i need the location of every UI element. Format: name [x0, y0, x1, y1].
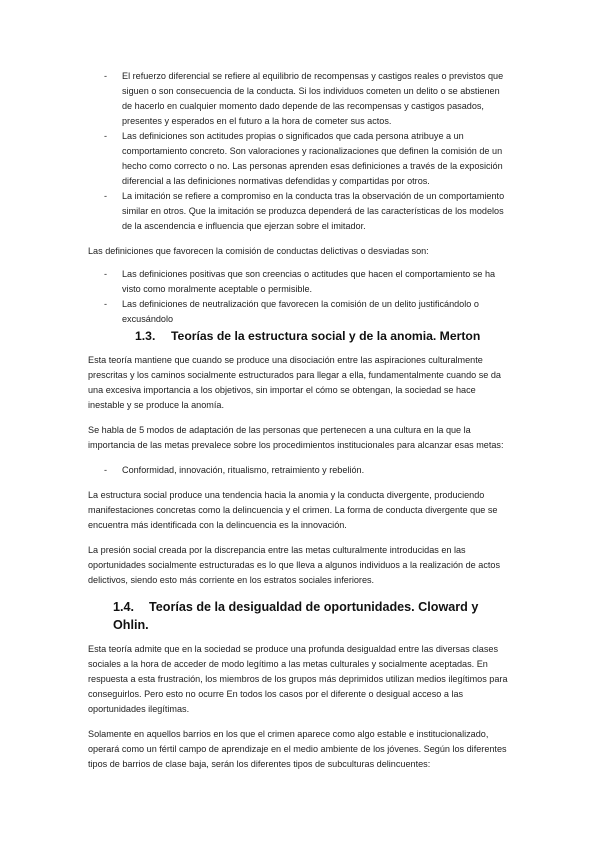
paragraph: Esta teoría admite que en la sociedad se produce una profunda desigualdad entre las diversas clases sociales a la hora de acceder de modo legítimo a las metas culturales y socialmente aceptadas. En respuesta a esta frustración, los miembros de los grupos más deprimidos utilizan medios ilegítimos para conseguirlos. Pero esto no ocurre En todos los casos por el diferente o desigual acceso a las oportunidades ilegítimas. [88, 644, 508, 714]
list-item [88, 297, 512, 327]
paragraph: La presión social creada por la discrepancia entre las metas culturalmente introducidas en las oportunidades socialmente estructuradas es lo que lleva a algunos individuos a la realización de actos delictivos, siendo esto más corriente en los estratos sociales inferiores. [88, 545, 500, 585]
section-number: 1.3. [135, 329, 156, 343]
list-item [88, 69, 512, 129]
bullet-text: Las definiciones de neutralización que favorecen la comisión de un delito justificándolo o excusándolo [122, 299, 479, 324]
bullet-marker: - [104, 131, 108, 141]
paragraph: Las definiciones que favorecen la comisión de conductas delictivas o desviadas son: [88, 246, 429, 256]
list-item [88, 463, 512, 478]
list-item [88, 129, 512, 189]
section-number: 1.4. [113, 600, 135, 614]
paragraph: La estructura social produce una tendencia hacia la anomia y la conducta divergente, produciendo manifestaciones concretas como la delincuencia y el crimen. La forma de conducta divergente que se encuentra más identificada con la delincuencia es la innovación. [88, 490, 498, 530]
section-heading [88, 598, 512, 634]
section-heading [88, 327, 512, 345]
bullet-text: El refuerzo diferencial se refiere al equilibrio de recompensas y castigos reales o previstos que siguen o son consecuencia de la conducta. Si los individuos cometen un delito o se abstienen de hacerlo en cualquier momento dado depende de las recompensas y castigos pasados, presentes y esperados en el futuro a la hora de cometer sus actos. [122, 71, 504, 126]
page-content [88, 69, 512, 772]
bullet-text: Las definiciones son actitudes propias o significados que cada persona atribuye a un comportamiento concreto. Son valoraciones y racionalizaciones que definen la comisión de un hecho como correcto o no. Las personas aprenden esas definiciones a través de la exposición diferencial a las definiciones normativas defendidas y compartidas por otros. [122, 131, 503, 186]
bullet-text: Conformidad, innovación, ritualismo, retraimiento y rebelión. [122, 465, 365, 475]
paragraph: Se habla de 5 modos de adaptación de las personas que pertenecen a una cultura en la que la importancia de las metas prevalece sobre los procedimientos institucionales para alcanzar esas metas: [88, 425, 504, 450]
bullet-marker: - [104, 191, 108, 201]
bullet-text: Las definiciones positivas que son creencias o actitudes que hacen el comportamiento se ha visto como moralmente aceptable o permisible. [122, 269, 496, 294]
paragraph: Esta teoría mantiene que cuando se produce una disociación entre las aspiraciones culturalmente prescritas y los caminos socialmente estructurados para llegar a ella, fundamentalmente cuando se da una excesiva importancia a los objetivos, sin importar el cómo se obtengan, la sociedad se hace inestable y se produce la anomía. [88, 355, 501, 410]
bullet-marker: - [104, 269, 108, 279]
bullet-marker: - [104, 465, 108, 475]
section-title: Teorías de la estructura social y de la anomia. Merton [171, 329, 481, 343]
list-item [88, 189, 512, 234]
paragraph: Solamente en aquellos barrios en los que el crimen aparece como algo estable e institucionalizado, operará como un fértil campo de aprendizaje en el medio ambiente de los jóvenes. Según los diferentes tipos de barrios de clase baja, serán los diferentes tipos de subculturas delincuentes: [88, 729, 507, 769]
bullet-marker: - [104, 299, 108, 309]
bullet-text: La imitación se refiere a compromiso en la conducta tras la observación de un comportamiento similar en otros. Que la imitación se produzca dependerá de las características de los modelos de la ascendencia e influencia que ejerzan sobre el imitador. [122, 191, 505, 231]
list-item [88, 267, 512, 297]
bullet-marker: - [104, 71, 108, 81]
section-title: Teorías de la desigualdad de oportunidades. Cloward y Ohlin. [113, 600, 479, 632]
